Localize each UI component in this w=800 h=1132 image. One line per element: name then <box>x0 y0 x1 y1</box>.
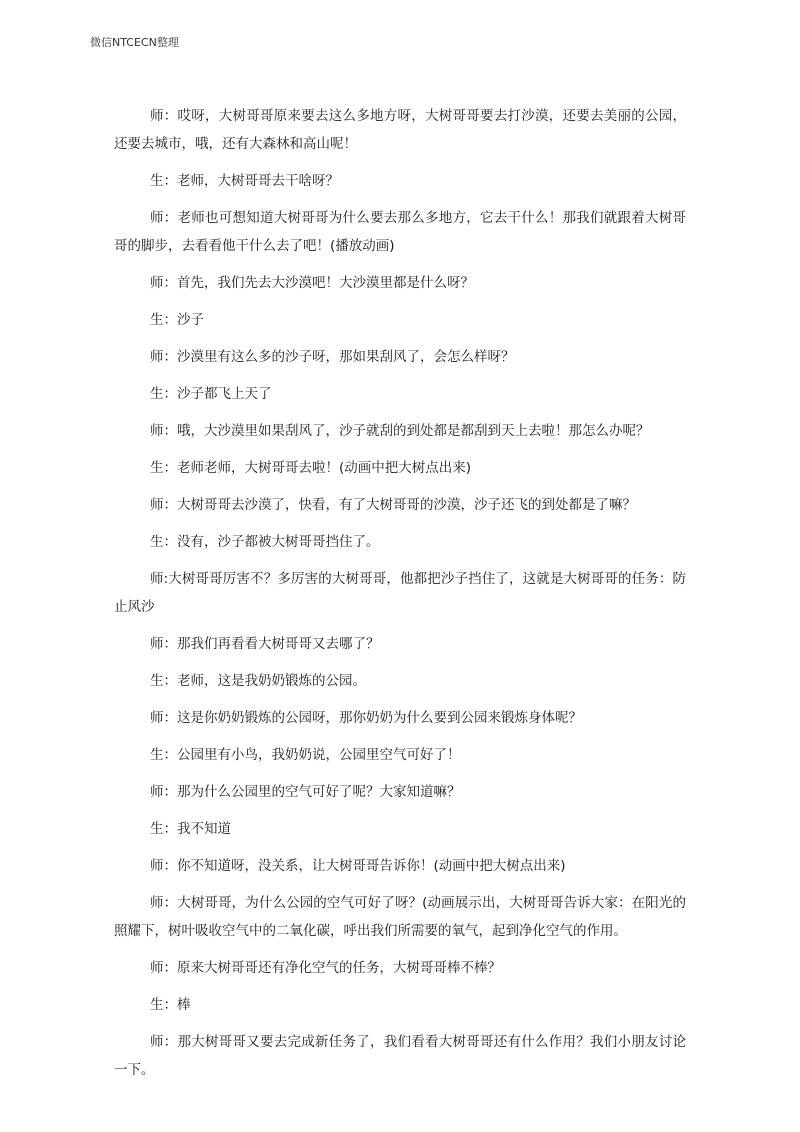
dialogue-paragraph: 师：老师也可想知道大树哥哥为什么要去那么多地方，它去干什么！那我们就跟着大树哥哥的脚步，去看看他干什么去了吧！(播放动画) <box>114 210 686 254</box>
dialogue-paragraph: 师：那我们再看看大树哥哥又去哪了？ <box>150 636 380 652</box>
dialogue-paragraph: 师：原来大树哥哥还有净化空气的任务，大树哥哥棒不棒？ <box>150 960 501 976</box>
dialogue-paragraph: 师：这是你奶奶锻炼的公园呀，那你奶奶为什么要到公园来锻炼身体呢？ <box>150 710 582 726</box>
dialogue-paragraph: 师：大树哥哥去沙漠了，快看，有了大树哥哥的沙漠，沙子还飞的到处都是了嘛？ <box>150 497 636 513</box>
dialogue-paragraph: 师:大树哥哥厉害不？多厉害的大树哥哥，他都把沙子挡住了，这就是大树哥哥的任务：防止风沙 <box>114 571 686 615</box>
document-body <box>114 102 686 1093</box>
dialogue-paragraph: 生：棒 <box>150 997 191 1013</box>
dialogue-paragraph: 师：哦，大沙漠里如果刮风了，沙子就刮的到处都是都刮到天上去啦！那怎么办呢？ <box>150 423 650 439</box>
dialogue-paragraph: 生：公园里有小鸟，我奶奶说，公园里空气可好了！ <box>150 747 461 763</box>
dialogue-paragraph: 生：没有，沙子都被大树哥哥挡住了。 <box>150 534 380 550</box>
dialogue-paragraph: 生：老师，大树哥哥去干啥呀？ <box>150 173 339 189</box>
dialogue-paragraph: 生：我不知道 <box>150 821 231 837</box>
dialogue-paragraph: 生：沙子 <box>150 312 204 328</box>
dialogue-paragraph: 师：沙漠里有这么多的沙子呀，那如果刮风了，会怎么样呀？ <box>150 349 515 365</box>
dialogue-paragraph: 师：大树哥哥，为什么公园的空气可好了呀？(动画展示出，大树哥哥告诉大家：在阳光的照耀下，树叶吸收空气中的二氧化碳，呼出我们所需要的氧气，起到净化空气的作用。 <box>114 895 686 939</box>
dialogue-paragraph: 生：沙子都飞上天了 <box>150 386 272 402</box>
dialogue-paragraph: 师：首先，我们先去大沙漠吧！大沙漠里都是什么呀？ <box>150 275 474 291</box>
dialogue-paragraph: 师：哎呀，大树哥哥原来要去这么多地方呀，大树哥哥要去打沙漠，还要去美丽的公园，还要去城市，哦，还有大森林和高山呢！ <box>114 108 686 152</box>
dialogue-paragraph: 生：老师老师，大树哥哥去啦！(动画中把大树点出来) <box>150 460 472 476</box>
dialogue-paragraph: 师：那为什么公园里的空气可好了呢？大家知道嘛？ <box>150 784 461 800</box>
dialogue-paragraph: 师：你不知道呀，没关系，让大树哥哥告诉你！(动画中把大树点出来) <box>150 858 566 874</box>
header-watermark: 微信NTCECN整理 <box>90 36 179 49</box>
dialogue-paragraph: 生：老师，这是我奶奶锻炼的公园。 <box>150 673 366 689</box>
dialogue-paragraph: 师：那大树哥哥又要去完成新任务了，我们看看大树哥哥还有什么作用？我们小朋友讨论一下。 <box>114 1034 686 1078</box>
